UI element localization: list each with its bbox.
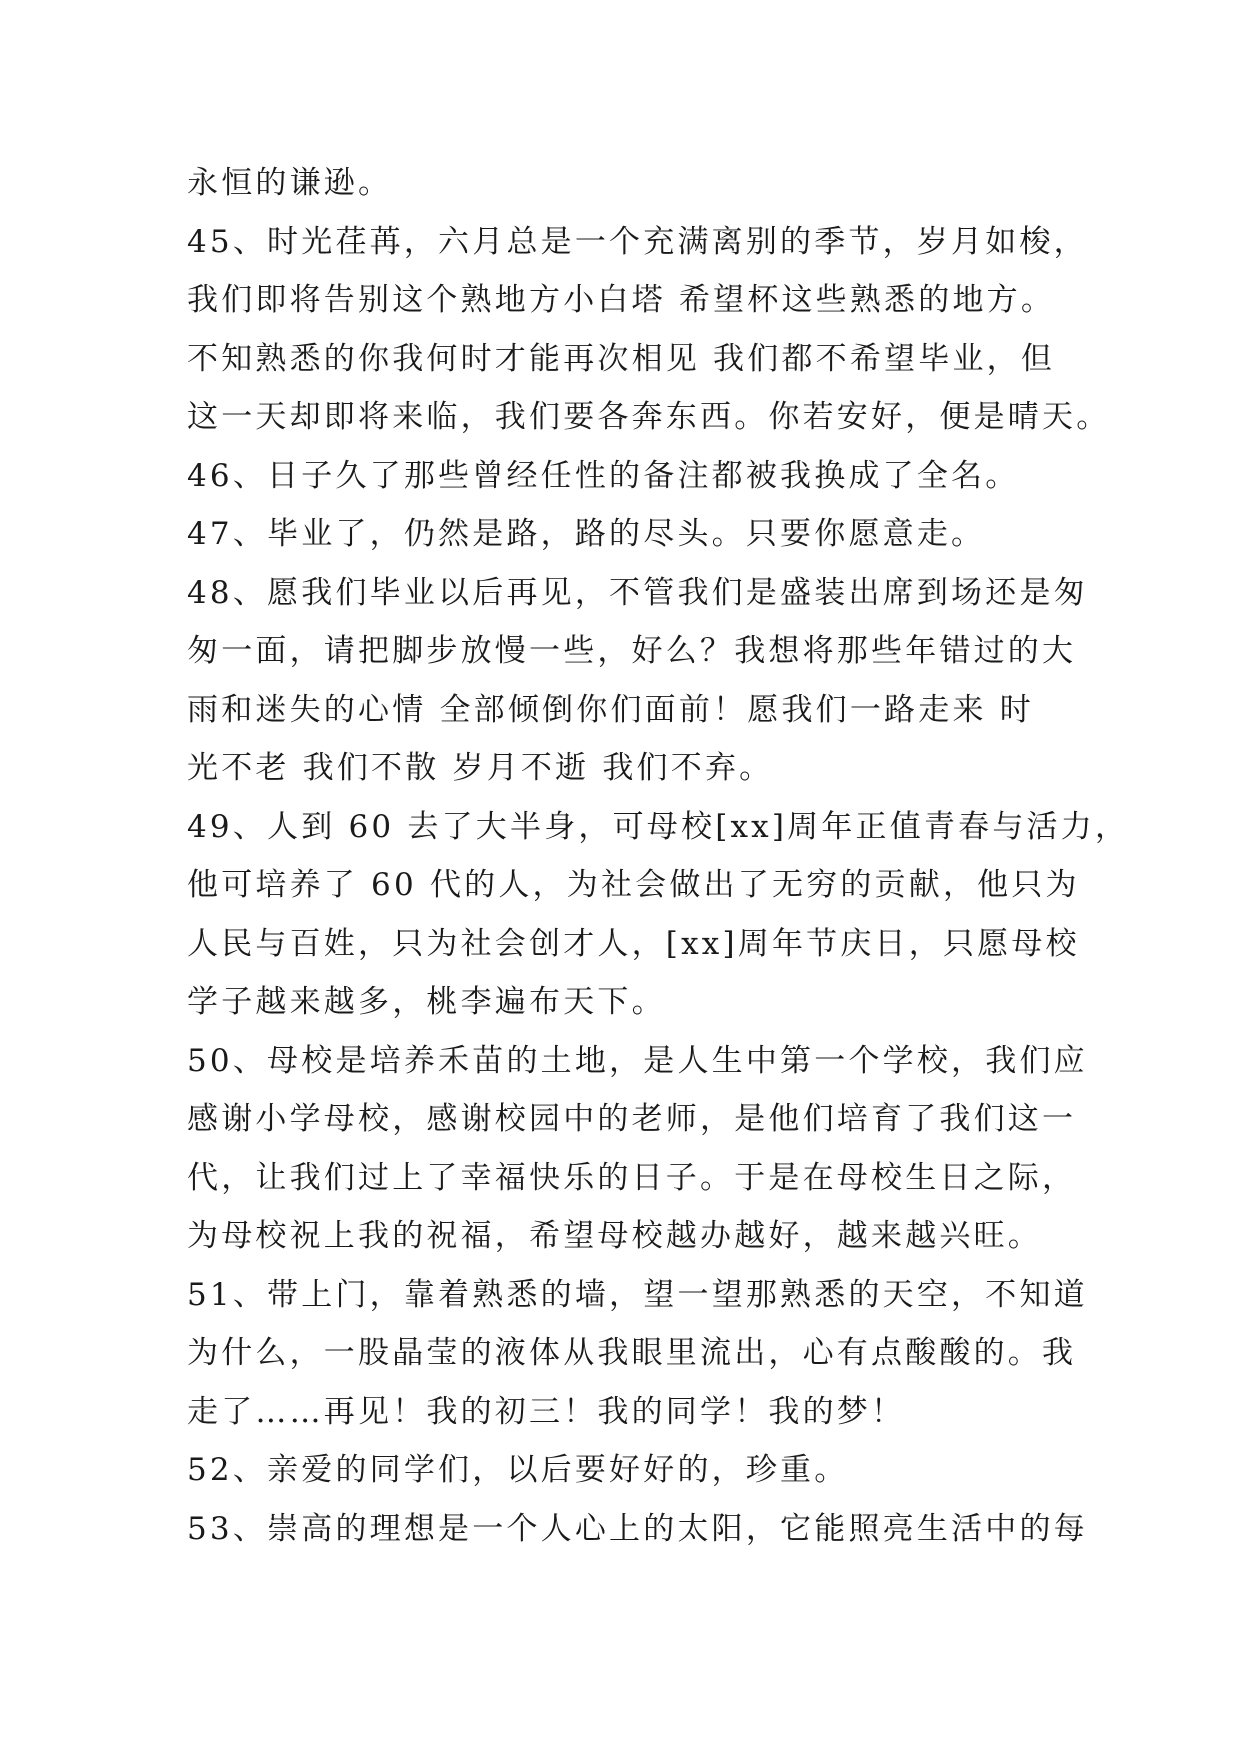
- text-line: 50、母校是培养禾苗的土地，是人生中第一个学校，我们应: [187, 1042, 1088, 1079]
- text-line: 永恒的谦逊。: [187, 165, 393, 201]
- text-line: 46、日子久了那些曾经任性的备注都被我换成了全名。: [187, 457, 1020, 494]
- text-line: 52、亲爱的同学们，以后要好好的，珍重。: [187, 1452, 849, 1488]
- text-line: 47、毕业了，仍然是路，路的尽头。只要你愿意走。: [187, 516, 986, 552]
- text-line: 感谢小学母校，感谢校园中的老师，是他们培育了我们这一: [187, 1101, 1077, 1137]
- text-line: 雨和迷失的心情 全部倾倒你们面前！愿我们一路走来 时: [187, 691, 1034, 728]
- text-line: 他可培养了 60 代的人，为社会做出了无穷的贡献，他只为: [187, 867, 1080, 903]
- text-line: 45、时光荏苒，六月总是一个充满离别的季节，岁月如梭，: [187, 223, 1088, 260]
- text-line: 走了……再见！我的初三！我的同学！我的梦！: [187, 1393, 906, 1430]
- text-line: 为母校祝上我的祝福，希望母校越办越好，越来越兴旺。: [187, 1218, 1042, 1254]
- text-line: 我们即将告别这个熟地方小白塔 希望杯这些熟悉的地方。: [187, 282, 1056, 318]
- text-line: 48、愿我们毕业以后再见，不管我们是盛装出席到场还是匆: [187, 574, 1088, 611]
- text-line: 为什么，一股晶莹的液体从我眼里流出，心有点酸酸的。我: [187, 1335, 1077, 1371]
- text-line: 人民与百姓，只为社会创才人，[xx]周年节庆日，只愿母校: [187, 925, 1080, 962]
- text-line: 光不老 我们不散 岁月不逝 我们不弃。: [187, 750, 774, 786]
- document-body: [187, 154, 1130, 1558]
- text-line: 53、崇高的理想是一个人心上的太阳，它能照亮生活中的每: [187, 1510, 1088, 1547]
- text-line: 51、带上门，靠着熟悉的墙，望一望那熟悉的天空，不知道: [187, 1276, 1088, 1313]
- text-line: 匆一面，请把脚步放慢一些，好么？我想将那些年错过的大: [187, 633, 1077, 669]
- text-line: 这一天却即将来临，我们要各奔东西。你若安好，便是晴天。: [187, 399, 1111, 435]
- text-line: 49、人到 60 去了大半身，可母校[xx]周年正值青春与活力，: [187, 808, 1130, 845]
- text-line: 学子越来越多，桃李遍布天下。: [187, 984, 666, 1020]
- text-line: 代，让我们过上了幸福快乐的日子。于是在母校生日之际，: [187, 1159, 1077, 1196]
- text-line: 不知熟悉的你我何时才能再次相见 我们都不希望毕业，但: [187, 340, 1056, 377]
